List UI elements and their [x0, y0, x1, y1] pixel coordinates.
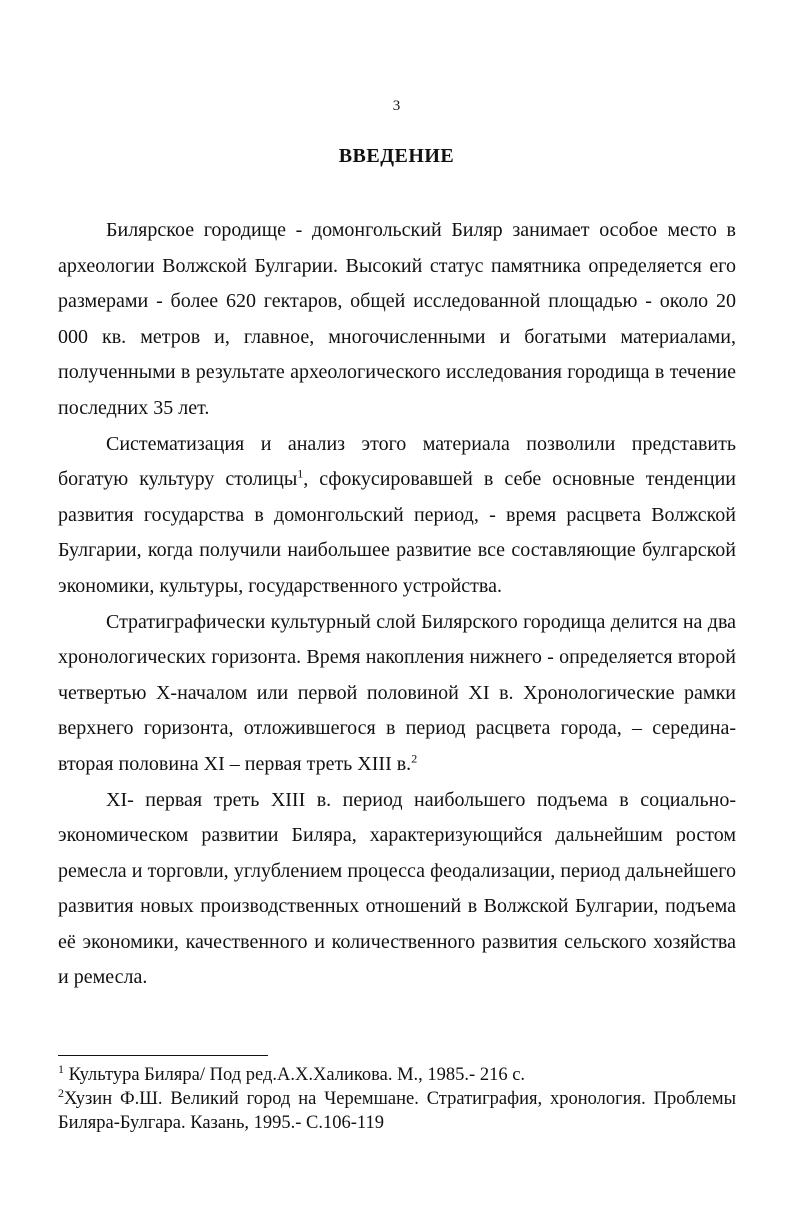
- footnote-1: [58, 1063, 736, 1087]
- footnote-2-marker: 2: [58, 1085, 64, 1100]
- page-number: 3: [392, 98, 401, 114]
- footnote-1-marker: 1: [58, 1061, 64, 1076]
- body-text: [58, 213, 736, 996]
- paragraph-4: [58, 783, 736, 997]
- paragraph-1: [58, 213, 736, 427]
- paragraph-2: [58, 427, 736, 605]
- footnote-2: [58, 1087, 736, 1135]
- paragraph-3: [58, 605, 736, 783]
- paragraph-3-text: Стратиграфически культурный слой Билярского городища делится на два хронологических горизонта. Время накопления нижнего - определяется второй четвертью X-началом или первой половиной XI в. Хронологические рамки верхнего горизонта, отложившегося в период расцвета города, – середина- вторая половина XI – первая треть XIII в.: [58, 610, 736, 775]
- page-title: ВВЕДЕНИЕ: [338, 145, 455, 167]
- paragraph-1-text: Билярское городище - домонгольский Биляр занимает особое место в археологии Волжской Булгарии. Высокий статус памятника определяется его размерами - более 620 гектаров, общей исследованной площадью - около 20 000 кв. метров и, главное, многочисленными и богатыми материалами, полученными в результате археологического исследования городища в течение последних 35 лет.: [58, 219, 736, 419]
- footnote-2-text: Хузин Ф.Ш. Великий город на Черемшане. Стратиграфия, хронология. Проблемы Биляра-Булгара. Казань, 1995.- С.106-119: [58, 1089, 736, 1133]
- footnote-1-text: Культура Биляра/ Под ред.А.Х.Халикова. М., 1985.- 216 с.: [64, 1065, 526, 1085]
- footnote-ref-1[interactable]: 1: [297, 466, 304, 481]
- footnote-divider: [58, 1055, 268, 1056]
- footnotes: [58, 1063, 736, 1135]
- paragraph-2-text-a: Систематизация и анализ этого материала позволили представить богатую культуру столицы: [58, 432, 736, 491]
- paragraph-2-text-b: , сфокусировавшей в себе основные тенденции развития государства в домонгольский период, - время расцвета Волжской Булгарии, когда получили наибольшее развитие все составляющие булгарской экономики, культуры, государственного устройства.: [58, 468, 736, 597]
- paragraph-4-text: XI- первая треть XIII в. период наибольшего подъема в социально-экономическом развитии Биляра, характеризующийся дальнейшим ростом ремесла и торговли, углублением процесса феодализации, период дальнейшего развития новых производственных отношений в Волжской Булгарии, подъема её экономики, качественного и количественного развития сельского хозяйства и ремесла.: [58, 788, 736, 989]
- footnote-ref-2[interactable]: 2: [411, 751, 418, 766]
